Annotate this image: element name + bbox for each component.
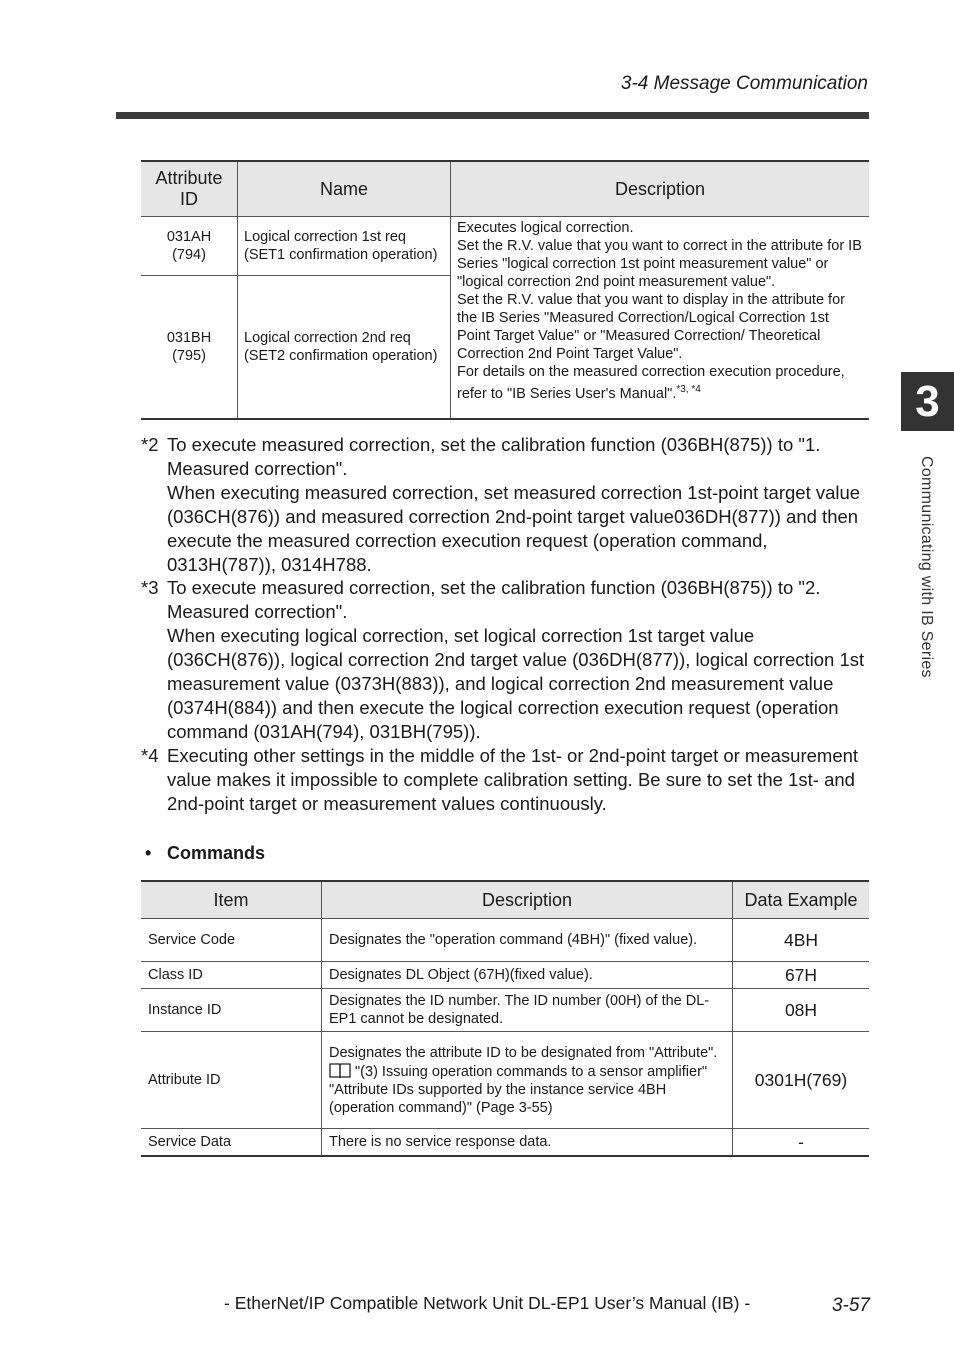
commands-heading (145, 843, 265, 864)
footnote-mark: *2 (141, 434, 159, 455)
header-rule (116, 112, 869, 119)
chapter-label: Communicating with IB Series (918, 456, 935, 678)
chapter-tab: 3 (901, 372, 954, 431)
attribute-id-decimal: (795) (172, 348, 206, 364)
attribute-id-cell (141, 276, 238, 420)
table-row (141, 919, 869, 962)
attribute-name: Logical correction 2nd req (244, 330, 411, 346)
book-icon (329, 1062, 351, 1079)
description-reference-text: "(3) Issuing operation commands to a sensor amplifier" "Attribute IDs supported by the instance service 4BH (operation command)" (Page 3-55) (329, 1063, 708, 1116)
header-description: Description (451, 161, 870, 217)
page-number: 3-57 (831, 1295, 870, 1316)
description-cell: There is no service response data. (322, 1129, 733, 1157)
example-cell: 08H (733, 989, 870, 1032)
footnote-mark: *3 (141, 577, 159, 599)
header-description: Description (322, 881, 733, 919)
footnote (141, 576, 871, 743)
description-cell: Designates the "operation command (4BH)" (fixed value). (322, 919, 733, 962)
attribute-id-cell (141, 217, 238, 276)
attribute-name: Logical correction 1st req (244, 229, 406, 245)
description-footnote-ref: *3, *4 (676, 384, 701, 395)
example-cell: - (733, 1129, 870, 1157)
footer-manual-title: - EtherNet/IP Compatible Network Unit DL-EP1 User’s Manual (IB) - (224, 1293, 751, 1313)
bullet-icon: • (145, 843, 152, 863)
table-row (141, 962, 869, 989)
section-title: 3-4 Message Communication (620, 73, 868, 94)
item-cell: Instance ID (141, 989, 322, 1032)
footnote-text: To execute measured correction, set the calibration function (036BH(875)) to "2. Measured correction". When executing logical correction, set logical correction 1st target value (036CH(876)), logical correction 2nd target value (036DH(877)), logical correction 1st measurement value (0373H(883)), and logical correction 2nd measurement value (0374H(884)) and then execute the logical correction execution request (operation command (031AH(794), 031BH(795)). (167, 577, 865, 742)
footnote (141, 433, 871, 576)
attribute-name-cell (238, 276, 451, 420)
table-row (141, 1032, 869, 1129)
attribute-name-sub: (SET2 confirmation operation) (244, 348, 438, 364)
item-cell: Class ID (141, 962, 322, 989)
example-cell: 67H (733, 962, 870, 989)
table-row (141, 1129, 869, 1157)
attribute-name-cell (238, 217, 451, 276)
table-row (141, 217, 869, 276)
item-cell: Service Code (141, 919, 322, 962)
footnote-text: To execute measured correction, set the calibration function (036BH(875)) to "1. Measured correction". When executing measured correction, set measured correction 1st-point target value (036CH(876)) and measured correction 2nd-point target value036DH(877)) and then execute the measured correction execution request (operation command, 0313H(787)), 0314H788. (167, 434, 861, 575)
header-data-example: Data Example (733, 881, 870, 919)
example-cell: 0301H(769) (733, 1032, 870, 1129)
attribute-id-decimal: (794) (172, 247, 206, 263)
table-header-row (141, 161, 869, 217)
description-text: Designates the attribute ID to be designated from "Attribute". (329, 1044, 718, 1061)
description-cell: Designates the ID number. The ID number (00H) of the DL-EP1 cannot be designated. (322, 989, 733, 1032)
description-cell: Designates DL Object (67H)(fixed value). (322, 962, 733, 989)
table-header-row (141, 881, 869, 919)
header-attribute-id: Attribute ID (141, 161, 238, 217)
item-cell: Service Data (141, 1129, 322, 1157)
commands-table (141, 880, 869, 1157)
attribute-id: 031BH (166, 330, 212, 346)
attribute-table (141, 160, 869, 420)
attribute-name-sub: (SET1 confirmation operation) (244, 247, 438, 263)
footnote-mark: *4 (141, 744, 159, 766)
footnote-text: Executing other settings in the middle of the 1st- or 2nd-point target or measurement value makes it impossible to complete calibration setting. Be sure to set the 1st- and 2nd-point target or measurement values continuously. (167, 744, 859, 814)
attribute-description: Executes logical correction. Set the R.V. value that you want to correct in the attribute for IB Series "logical correction 1st point measurement value" or "logical correction 2nd point measurement value". Set the R.V. value that you want to display in the attribute for the IB Series "Measured Correction/Logical Correction 1st Point Target Value" or "Measured Correction/ Theoretical Correction 2nd Point Target Value". For details on the measured correction execution procedure, refer to "IB Series User's Manual". (457, 220, 862, 402)
description-cell (322, 1032, 733, 1129)
table-row (141, 989, 869, 1032)
header-item: Item (141, 881, 322, 919)
footnote (141, 744, 871, 816)
attribute-description-cell (451, 217, 870, 420)
item-cell: Attribute ID (141, 1032, 322, 1129)
footnotes (141, 433, 871, 816)
header-name: Name (238, 161, 451, 217)
example-cell: 4BH (733, 919, 870, 962)
attribute-id: 031AH (166, 229, 212, 245)
commands-heading-text: Commands (167, 843, 266, 863)
